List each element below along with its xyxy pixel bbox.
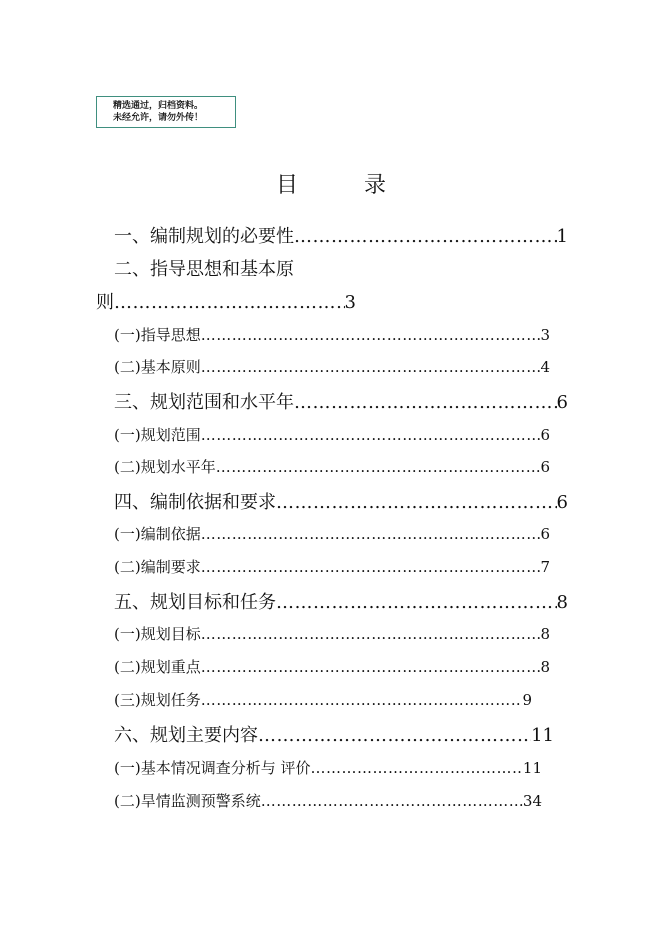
toc-leader-dots bbox=[276, 592, 557, 613]
toc-entry-label: 一、编制规划的必要性 bbox=[114, 226, 294, 247]
toc-leader-dots bbox=[216, 458, 541, 476]
toc-entry[interactable] bbox=[114, 790, 542, 811]
toc-entry[interactable] bbox=[114, 456, 550, 477]
toc-entry[interactable] bbox=[114, 721, 554, 747]
toc-entry[interactable] bbox=[114, 757, 542, 778]
toc-entry[interactable] bbox=[114, 656, 550, 677]
toc-entry-label: (一)规划范围 bbox=[114, 426, 201, 444]
toc-entry[interactable] bbox=[114, 488, 568, 514]
toc-entry[interactable] bbox=[114, 588, 568, 614]
toc-entry-page: 6 bbox=[540, 525, 550, 543]
toc-entry-label: 四、编制依据和要求 bbox=[114, 492, 276, 513]
toc-entry-label: (一)规划目标 bbox=[114, 625, 201, 643]
toc-entry-page: 6 bbox=[556, 392, 568, 413]
toc-entry-continuation[interactable] bbox=[96, 288, 356, 314]
toc-entry-page: 11 bbox=[522, 759, 542, 777]
toc-leader-dots bbox=[201, 326, 541, 344]
toc-leader-dots bbox=[276, 492, 557, 513]
stamp-line-1: 精选通过，归档资料。 bbox=[113, 101, 204, 111]
toc-leader-dots bbox=[258, 725, 531, 746]
toc-entry-label: (一)基本情况调查分析与 评价 bbox=[114, 759, 311, 777]
stamp-line-2: 未经允许，请勿外传！ bbox=[113, 113, 204, 123]
toc-entry-page: 8 bbox=[540, 625, 550, 643]
toc-leader-dots bbox=[201, 558, 541, 576]
toc-entry-page: 3 bbox=[540, 326, 550, 344]
toc-leader-dots bbox=[201, 625, 541, 643]
toc-entry-page: 8 bbox=[540, 658, 550, 676]
title-char-2: 录 bbox=[364, 173, 387, 198]
toc-leader-dots bbox=[261, 792, 523, 810]
toc-entry-page: 6 bbox=[540, 458, 550, 476]
toc-entry[interactable] bbox=[114, 689, 532, 710]
title-char-1: 目 bbox=[275, 173, 298, 198]
toc-entry[interactable] bbox=[114, 388, 568, 414]
toc-leader-dots bbox=[114, 292, 345, 313]
toc-entry-label: (二)规划重点 bbox=[114, 658, 201, 676]
toc-leader-dots bbox=[201, 658, 541, 676]
toc-leader-dots bbox=[201, 691, 523, 709]
toc-entry-page: 8 bbox=[556, 592, 568, 613]
toc-entry-label: 六、规划主要内容 bbox=[114, 725, 258, 746]
toc-entry[interactable] bbox=[114, 324, 550, 345]
toc-leader-dots bbox=[201, 358, 541, 376]
toc-entry-label: (一)指导思想 bbox=[114, 326, 201, 344]
toc-entry[interactable] bbox=[114, 255, 568, 281]
toc-entry-label: (二)编制要求 bbox=[114, 558, 201, 576]
toc-entry[interactable] bbox=[114, 556, 550, 577]
toc-entry-page: 3 bbox=[344, 292, 356, 313]
toc-leader-dots bbox=[201, 426, 541, 444]
toc-entry[interactable] bbox=[114, 523, 550, 544]
toc-entry-label: (一)编制依据 bbox=[114, 525, 201, 543]
toc-entry-page: 11 bbox=[531, 725, 554, 746]
toc-entry-label: (二)旱情监测预警系统 bbox=[114, 792, 261, 810]
toc-entry-page: 9 bbox=[522, 691, 532, 709]
toc-leader-dots bbox=[310, 759, 522, 777]
toc-entry-label: 三、规划范围和水平年 bbox=[114, 392, 294, 413]
toc-entry[interactable] bbox=[114, 424, 550, 445]
toc-leader-dots bbox=[201, 525, 541, 543]
toc-entry-label: (三)规划任务 bbox=[114, 691, 201, 709]
toc-entry[interactable] bbox=[114, 356, 550, 377]
toc-entry-page: 6 bbox=[556, 492, 568, 513]
toc-entry[interactable] bbox=[114, 623, 550, 644]
toc-leader-dots bbox=[294, 226, 557, 247]
toc-entry-label: 五、规划目标和任务 bbox=[114, 592, 276, 613]
approval-stamp bbox=[96, 96, 236, 128]
page-title bbox=[0, 168, 662, 199]
toc-entry-label: (二)基本原则 bbox=[114, 358, 201, 376]
toc-entry-page: 4 bbox=[540, 358, 550, 376]
toc-entry-label: 则 bbox=[96, 292, 114, 313]
toc-entry-page: 1 bbox=[556, 226, 568, 247]
toc-entry-label: (二)规划水平年 bbox=[114, 458, 216, 476]
toc-entry-page: 7 bbox=[540, 558, 550, 576]
toc-entry-page: 6 bbox=[540, 426, 550, 444]
toc-leader-dots bbox=[294, 392, 557, 413]
toc-entry[interactable] bbox=[114, 222, 568, 248]
toc-entry-page: 34 bbox=[522, 792, 542, 810]
toc-entry-label: 二、指导思想和基本原 bbox=[114, 259, 294, 280]
